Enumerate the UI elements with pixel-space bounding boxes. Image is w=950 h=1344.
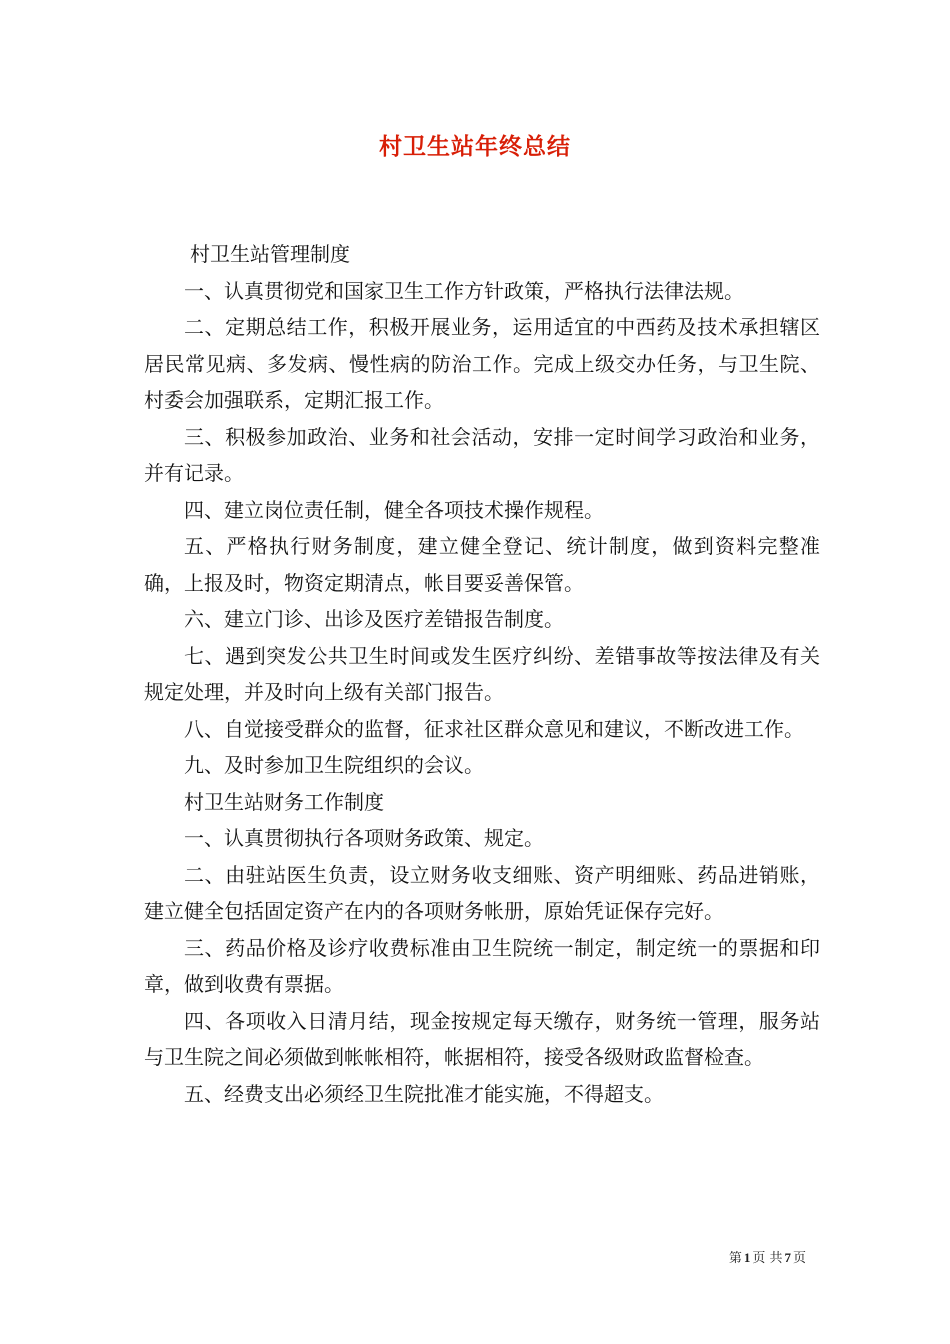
document-body — [144, 236, 820, 1112]
section-heading-management: 村卫生站管理制度 — [190, 242, 350, 266]
paragraph: 五、严格执行财务制度，建立健全登记、统计制度，做到资料完整准确，上报及时，物资定期清点，帐目要妥善保管。 — [144, 534, 820, 595]
paragraph: 四、建立岗位责任制，健全各项技术操作规程。 — [184, 497, 604, 522]
current-page-number: 1 — [743, 1250, 751, 1265]
paragraph: 六、建立门诊、出诊及医疗差错报告制度。 — [184, 607, 564, 631]
paragraph: 五、经费支出必须经卫生院批准才能实施，不得超支。 — [184, 1081, 664, 1106]
footer-middle: 页 共 — [752, 1251, 783, 1266]
page-number-footer — [729, 1247, 806, 1266]
paragraph: 二、定期总结工作，积极开展业务，运用适宜的中西药及技术承担辖区居民常见病、多发病、慢性病的防治工作。完成上级交办任务，与卫生院、村委会加强联系，定期汇报工作。 — [144, 315, 820, 412]
section-heading-finance: 村卫生站财务工作制度 — [184, 789, 384, 814]
paragraph: 二、由驻站医生负责，设立财务收支细账、资产明细账、药品进销账，建立健全包括固定资产在内的各项财务帐册，原始凭证保存完好。 — [144, 862, 820, 923]
paragraph: 七、遇到突发公共卫生时间或发生医疗纠纷、差错事故等按法律及有关规定处理，并及时向上级有关部门报告。 — [144, 643, 820, 704]
footer-suffix: 页 — [792, 1251, 806, 1266]
document-title: 村卫生站年终总结 — [379, 133, 571, 160]
paragraph: 九、及时参加卫生院组织的会议。 — [184, 753, 484, 777]
paragraph: 三、积极参加政治、业务和社会活动，安排一定时间学习政治和业务，并有记录。 — [144, 424, 820, 485]
paragraph: 一、认真贯彻执行各项财务政策、规定。 — [184, 826, 544, 850]
total-pages-number: 7 — [784, 1250, 791, 1265]
paragraph: 八、自觉接受群众的监督，征求社区群众意见和建议，不断改进工作。 — [184, 716, 804, 741]
paragraph: 三、药品价格及诊疗收费标准由卫生院统一制定，制定统一的票据和印章，做到收费有票据。 — [144, 935, 820, 996]
paragraph: 四、各项收入日清月结，现金按规定每天缴存，财务统一管理，服务站与卫生院之间必须做到帐帐相符，帐据相符，接受各级财政监督检查。 — [144, 1008, 820, 1069]
footer-prefix: 第 — [728, 1251, 742, 1266]
paragraph: 一、认真贯彻党和国家卫生工作方针政策，严格执行法律法规。 — [184, 278, 744, 303]
